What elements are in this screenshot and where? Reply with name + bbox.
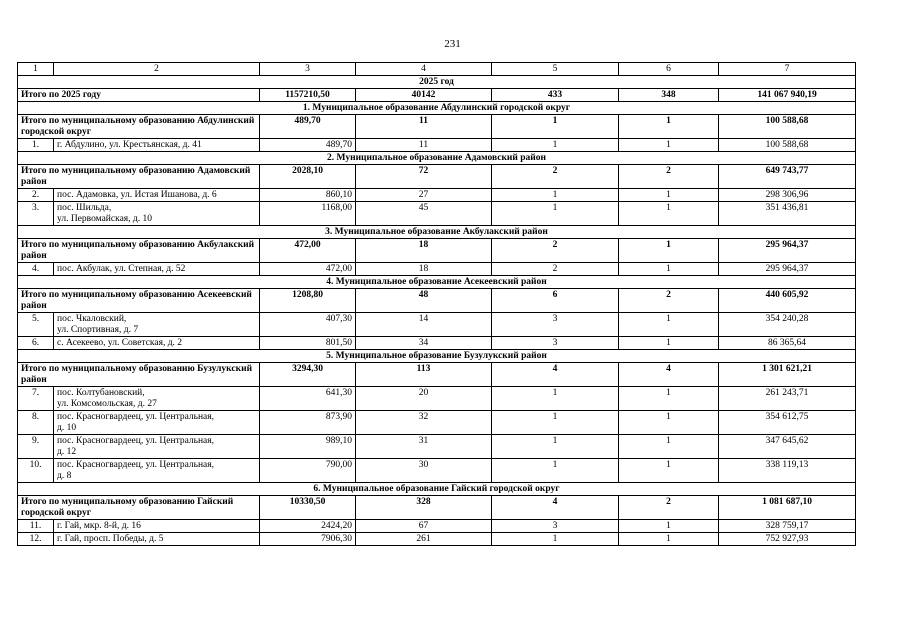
- section-total-col6: 2: [619, 165, 719, 189]
- row-address: пос. Красногвардеец, ул. Центральная, д. 8: [54, 459, 260, 483]
- column-header: 3: [260, 63, 356, 76]
- row-number: 2.: [18, 189, 54, 202]
- row-cost: 347 645,62: [719, 435, 856, 459]
- year-heading-row: [18, 76, 856, 89]
- section-total-label: Итого по муниципальному образованию Гайский городской округ: [18, 496, 260, 520]
- table-row: [18, 520, 856, 533]
- row-number: 8.: [18, 411, 54, 435]
- row-number: 4.: [18, 263, 54, 276]
- row-people: 18: [356, 263, 492, 276]
- section-total-cost: 1 081 687,10: [719, 496, 856, 520]
- section-total-people: 328: [356, 496, 492, 520]
- row-number: 3.: [18, 202, 54, 226]
- row-cost: 261 243,71: [719, 387, 856, 411]
- column-header: 2: [54, 63, 260, 76]
- row-address: г. Гай, мкр. 8-й, д. 16: [54, 520, 260, 533]
- year-heading: 2025 год: [18, 76, 856, 89]
- row-address: пос. Адамовка, ул. Истая Ишанова, д. 6: [54, 189, 260, 202]
- section-title: 2. Муниципальное образование Адамовский район: [18, 152, 856, 165]
- section-total-label: Итого по муниципальному образованию Адамовский район: [18, 165, 260, 189]
- column-header: 5: [492, 63, 619, 76]
- row-cost: 100 588,68: [719, 139, 856, 152]
- row-address: пос. Красногвардеец, ул. Центральная, д. 10: [54, 411, 260, 435]
- column-header: 7: [719, 63, 856, 76]
- row-area: 407,30: [260, 313, 356, 337]
- table-row: [18, 337, 856, 350]
- section-title: 6. Муниципальное образование Гайский городской округ: [18, 483, 856, 496]
- row-address: г. Гай, просп. Победы, д. 5: [54, 533, 260, 546]
- row-col6: 1: [619, 411, 719, 435]
- section-title: 1. Муниципальное образование Абдулинский городской округ: [18, 102, 856, 115]
- section-total-col5: 6: [492, 289, 619, 313]
- row-cost: 328 759,17: [719, 520, 856, 533]
- row-number: 11.: [18, 520, 54, 533]
- table-row: [18, 313, 856, 337]
- row-address: пос. Акбулак, ул. Степная, д. 52: [54, 263, 260, 276]
- section-total-col5: 1: [492, 115, 619, 139]
- page-number: 231: [444, 38, 461, 50]
- row-number: 10.: [18, 459, 54, 483]
- row-col6: 1: [619, 313, 719, 337]
- section-heading-row: [18, 226, 856, 239]
- section-total-cost: 1 301 621,21: [719, 363, 856, 387]
- year-total-cost: 141 067 940,19: [719, 89, 856, 102]
- row-col5: 3: [492, 313, 619, 337]
- section-total-col5: 2: [492, 165, 619, 189]
- row-col5: 2: [492, 263, 619, 276]
- section-total-col6: 4: [619, 363, 719, 387]
- section-title: 3. Муниципальное образование Акбулакский район: [18, 226, 856, 239]
- year-total-area: 1157210,50: [260, 89, 356, 102]
- row-area: 7906,30: [260, 533, 356, 546]
- section-total-area: 489,70: [260, 115, 356, 139]
- row-col5: 1: [492, 139, 619, 152]
- section-total-col5: 4: [492, 363, 619, 387]
- row-number: 9.: [18, 435, 54, 459]
- row-address: с. Асекеево, ул. Советская, д. 2: [54, 337, 260, 350]
- row-people: 20: [356, 387, 492, 411]
- table-row: [18, 263, 856, 276]
- row-cost: 354 612,75: [719, 411, 856, 435]
- table-row: [18, 411, 856, 435]
- section-total-people: 113: [356, 363, 492, 387]
- column-header: 1: [18, 63, 54, 76]
- section-heading-row: [18, 152, 856, 165]
- table-row: [18, 435, 856, 459]
- row-people: 67: [356, 520, 492, 533]
- section-total-people: 18: [356, 239, 492, 263]
- table-row: [18, 533, 856, 546]
- section-total-col6: 1: [619, 239, 719, 263]
- section-total-cost: 440 605,92: [719, 289, 856, 313]
- row-col6: 1: [619, 435, 719, 459]
- section-total-cost: 100 588,68: [719, 115, 856, 139]
- section-total-area: 2028,10: [260, 165, 356, 189]
- section-total-label: Итого по муниципальному образованию Акбулакский район: [18, 239, 260, 263]
- row-number: 7.: [18, 387, 54, 411]
- section-total-col6: 1: [619, 115, 719, 139]
- row-cost: 354 240,28: [719, 313, 856, 337]
- section-title: 5. Муниципальное образование Бузулукский район: [18, 350, 856, 363]
- column-number-row: [18, 63, 856, 76]
- row-address: пос. Шильда, ул. Первомайская, д. 10: [54, 202, 260, 226]
- row-people: 31: [356, 435, 492, 459]
- section-total-col6: 2: [619, 289, 719, 313]
- row-area: 989,10: [260, 435, 356, 459]
- row-col5: 1: [492, 387, 619, 411]
- year-total-row: [18, 89, 856, 102]
- row-address: пос. Красногвардеец, ул. Центральная, д. 12: [54, 435, 260, 459]
- housing-table: [17, 62, 856, 546]
- row-col5: 1: [492, 459, 619, 483]
- section-total-row: [18, 289, 856, 313]
- row-col6: 1: [619, 459, 719, 483]
- row-people: 32: [356, 411, 492, 435]
- row-col5: 1: [492, 533, 619, 546]
- row-people: 30: [356, 459, 492, 483]
- section-total-row: [18, 165, 856, 189]
- section-total-col6: 2: [619, 496, 719, 520]
- section-total-area: 1208,80: [260, 289, 356, 313]
- section-total-cost: 649 743,77: [719, 165, 856, 189]
- row-address: пос. Колтубановский, ул. Комсомольская, д. 27: [54, 387, 260, 411]
- row-people: 27: [356, 189, 492, 202]
- row-area: 472,00: [260, 263, 356, 276]
- column-header: 6: [619, 63, 719, 76]
- section-total-cost: 295 964,37: [719, 239, 856, 263]
- row-number: 5.: [18, 313, 54, 337]
- row-area: 1168,00: [260, 202, 356, 226]
- table-row: [18, 459, 856, 483]
- row-area: 873,90: [260, 411, 356, 435]
- table-row: [18, 139, 856, 152]
- section-total-people: 48: [356, 289, 492, 313]
- section-title: 4. Муниципальное образование Асекеевский район: [18, 276, 856, 289]
- row-address: пос. Чкаловский, ул. Спортивная, д. 7: [54, 313, 260, 337]
- row-number: 12.: [18, 533, 54, 546]
- row-people: 11: [356, 139, 492, 152]
- section-total-area: 10330,50: [260, 496, 356, 520]
- section-total-col5: 4: [492, 496, 619, 520]
- section-total-label: Итого по муниципальному образованию Асекеевский район: [18, 289, 260, 313]
- row-cost: 295 964,37: [719, 263, 856, 276]
- table-row: [18, 189, 856, 202]
- row-number: 1.: [18, 139, 54, 152]
- section-total-people: 72: [356, 165, 492, 189]
- row-col5: 1: [492, 202, 619, 226]
- row-col6: 1: [619, 387, 719, 411]
- section-total-area: 472,00: [260, 239, 356, 263]
- row-cost: 351 436,81: [719, 202, 856, 226]
- row-people: 14: [356, 313, 492, 337]
- row-area: 489,70: [260, 139, 356, 152]
- row-cost: 298 306,96: [719, 189, 856, 202]
- row-people: 34: [356, 337, 492, 350]
- row-people: 45: [356, 202, 492, 226]
- table-row: [18, 202, 856, 226]
- row-area: 2424,20: [260, 520, 356, 533]
- section-total-row: [18, 115, 856, 139]
- section-total-label: Итого по муниципальному образованию Бузулукский район: [18, 363, 260, 387]
- section-heading-row: [18, 102, 856, 115]
- row-col6: 1: [619, 202, 719, 226]
- row-number: 6.: [18, 337, 54, 350]
- section-total-row: [18, 239, 856, 263]
- section-total-area: 3294,30: [260, 363, 356, 387]
- year-total-col5: 433: [492, 89, 619, 102]
- year-total-label: Итого по 2025 году: [18, 89, 260, 102]
- row-col6: 1: [619, 263, 719, 276]
- section-heading-row: [18, 350, 856, 363]
- column-header: 4: [356, 63, 492, 76]
- row-address: г. Абдулино, ул. Крестьянская, д. 41: [54, 139, 260, 152]
- row-area: 790,00: [260, 459, 356, 483]
- row-col6: 1: [619, 139, 719, 152]
- row-cost: 338 119,13: [719, 459, 856, 483]
- section-total-row: [18, 496, 856, 520]
- row-col5: 1: [492, 189, 619, 202]
- section-total-label: Итого по муниципальному образованию Абдулинский городской округ: [18, 115, 260, 139]
- section-total-people: 11: [356, 115, 492, 139]
- row-col6: 1: [619, 189, 719, 202]
- row-col5: 1: [492, 435, 619, 459]
- row-cost: 86 365,64: [719, 337, 856, 350]
- row-area: 641,30: [260, 387, 356, 411]
- section-total-col5: 2: [492, 239, 619, 263]
- row-area: 801,50: [260, 337, 356, 350]
- row-col5: 3: [492, 337, 619, 350]
- section-heading-row: [18, 276, 856, 289]
- year-total-people: 40142: [356, 89, 492, 102]
- row-col6: 1: [619, 337, 719, 350]
- row-col6: 1: [619, 533, 719, 546]
- row-area: 860,10: [260, 189, 356, 202]
- row-col5: 1: [492, 411, 619, 435]
- row-people: 261: [356, 533, 492, 546]
- year-total-col6: 348: [619, 89, 719, 102]
- row-cost: 752 927,93: [719, 533, 856, 546]
- section-total-row: [18, 363, 856, 387]
- row-col5: 3: [492, 520, 619, 533]
- table-row: [18, 387, 856, 411]
- row-col6: 1: [619, 520, 719, 533]
- section-heading-row: [18, 483, 856, 496]
